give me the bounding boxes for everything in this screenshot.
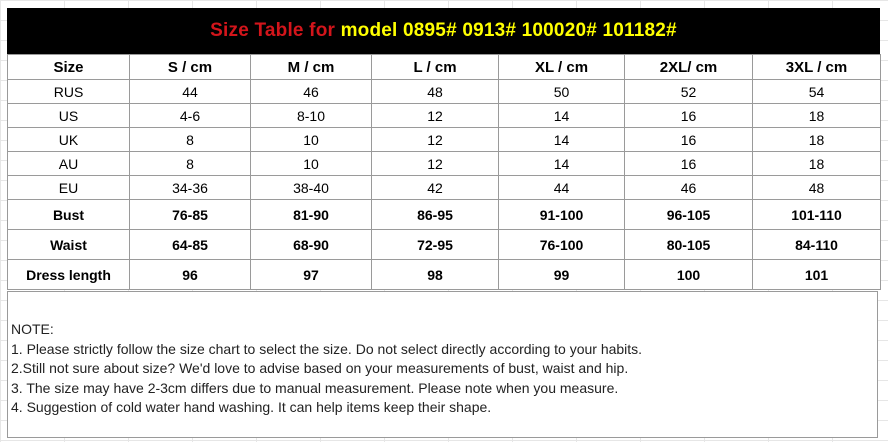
table-cell: 50 <box>499 80 625 104</box>
table-cell: 16 <box>625 152 753 176</box>
table-cell: 4-6 <box>130 104 251 128</box>
header-row <box>8 55 881 80</box>
table-cell: 18 <box>753 104 881 128</box>
table-cell: 72-95 <box>372 230 499 260</box>
table-cell: 68-90 <box>251 230 372 260</box>
table-row <box>8 200 881 230</box>
table-cell: 42 <box>372 176 499 200</box>
table-cell: 14 <box>499 104 625 128</box>
table-row <box>8 260 881 290</box>
row-label: EU <box>8 176 130 200</box>
table-cell: 76-100 <box>499 230 625 260</box>
table-cell: 14 <box>499 128 625 152</box>
table-cell: 12 <box>372 104 499 128</box>
table-cell: 76-85 <box>130 200 251 230</box>
table-cell: 100 <box>625 260 753 290</box>
title-prefix: Size Table for <box>210 20 336 41</box>
table-cell: 96 <box>130 260 251 290</box>
header-cell: M / cm <box>251 55 372 80</box>
table-cell: 52 <box>625 80 753 104</box>
table-cell: 101-110 <box>753 200 881 230</box>
size-table <box>7 54 881 290</box>
table-row <box>8 80 881 104</box>
table-cell: 8 <box>130 152 251 176</box>
row-label: RUS <box>8 80 130 104</box>
table-row <box>8 152 881 176</box>
row-label: Bust <box>8 200 130 230</box>
table-row <box>8 176 881 200</box>
table-cell: 81-90 <box>251 200 372 230</box>
table-cell: 12 <box>372 128 499 152</box>
row-label: Waist <box>8 230 130 260</box>
table-cell: 46 <box>251 80 372 104</box>
table-cell: 96-105 <box>625 200 753 230</box>
size-table-sheet <box>7 8 880 290</box>
table-cell: 18 <box>753 128 881 152</box>
title-models: model 0895# 0913# 100020# 101182# <box>340 20 677 41</box>
header-cell: 3XL / cm <box>753 55 881 80</box>
table-cell: 44 <box>499 176 625 200</box>
table-cell: 12 <box>372 152 499 176</box>
table-cell: 14 <box>499 152 625 176</box>
table-cell: 80-105 <box>625 230 753 260</box>
table-cell: 16 <box>625 104 753 128</box>
header-cell: L / cm <box>372 55 499 80</box>
table-cell: 48 <box>753 176 881 200</box>
table-cell: 46 <box>625 176 753 200</box>
table-cell: 10 <box>251 128 372 152</box>
table-cell: 10 <box>251 152 372 176</box>
notes-heading: NOTE: <box>11 321 54 337</box>
table-cell: 34-36 <box>130 176 251 200</box>
table-cell: 48 <box>372 80 499 104</box>
table-cell: 8 <box>130 128 251 152</box>
header-cell: XL / cm <box>499 55 625 80</box>
notes-box <box>7 291 878 438</box>
table-cell: 18 <box>753 152 881 176</box>
header-cell: Size <box>8 55 130 80</box>
table-cell: 97 <box>251 260 372 290</box>
note-line: 4. Suggestion of cold water hand washing. It can help items keep their shape. <box>11 399 492 415</box>
row-label: Dress length <box>8 260 130 290</box>
table-cell: 8-10 <box>251 104 372 128</box>
header-cell: 2XL/ cm <box>625 55 753 80</box>
table-cell: 84-110 <box>753 230 881 260</box>
note-line: 1. Please strictly follow the size chart to select the size. Do not select directly according to your habits. <box>11 340 643 357</box>
row-label: US <box>8 104 130 128</box>
header-cell: S / cm <box>130 55 251 80</box>
note-line: 2.Still not sure about size? We'd love to advise based on your measurements of bust, waist and hip. <box>11 360 629 376</box>
table-row <box>8 104 881 128</box>
table-cell: 16 <box>625 128 753 152</box>
table-cell: 91-100 <box>499 200 625 230</box>
table-cell: 101 <box>753 260 881 290</box>
row-label: UK <box>8 128 130 152</box>
table-cell: 44 <box>130 80 251 104</box>
table-cell: 38-40 <box>251 176 372 200</box>
table-cell: 86-95 <box>372 200 499 230</box>
note-line: 3. The size may have 2-3cm differs due to manual measurement. Please note when you measure. <box>11 379 619 396</box>
table-cell: 98 <box>372 260 499 290</box>
row-label: AU <box>8 152 130 176</box>
table-cell: 99 <box>499 260 625 290</box>
table-row <box>8 128 881 152</box>
table-cell: 64-85 <box>130 230 251 260</box>
table-row <box>8 230 881 260</box>
table-cell: 54 <box>753 80 881 104</box>
title-banner <box>7 8 880 54</box>
